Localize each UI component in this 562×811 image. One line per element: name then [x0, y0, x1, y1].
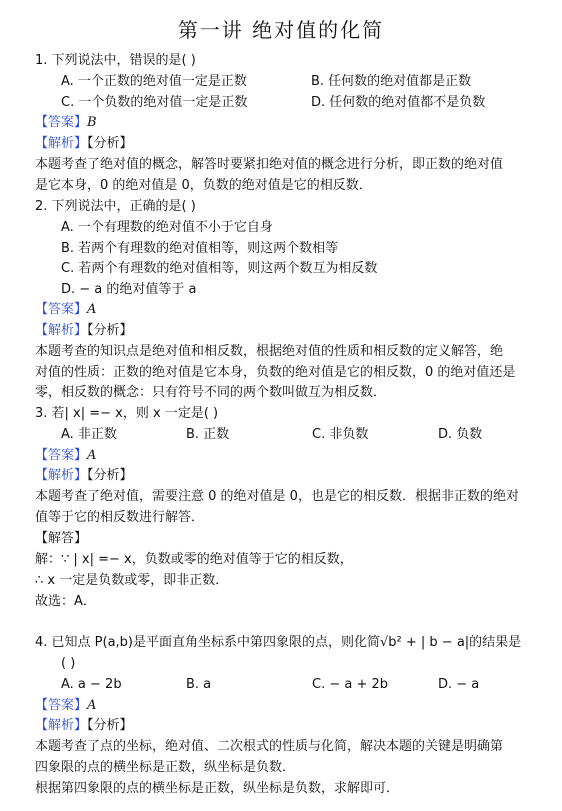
q2-option-c: C. 若两个有理数的绝对值相等，则这两个数互为相反数 — [61, 261, 378, 276]
jiexi-tag: 【解析】 — [35, 718, 88, 733]
q1-explain-1: 本题考查了绝对值的概念，解答时要紧扣绝对值的概念进行分析，即正数的绝对值 — [35, 157, 504, 172]
q4-paren: ( ) — [61, 656, 76, 671]
q3-analysis-head — [35, 466, 133, 486]
q3-option-c: C. 非负数 — [312, 427, 369, 442]
jiexi-tag: 【解析】 — [35, 136, 88, 151]
q3-solution-2: ∴ x 一定是负数或零，即非正数． — [35, 573, 229, 588]
answer-tag: 【答案】 — [35, 698, 88, 713]
q4-answer — [35, 696, 96, 716]
q1-analysis-head — [35, 134, 133, 154]
fenxi-label: 【分析】 — [87, 323, 133, 338]
answer-value: A — [87, 302, 97, 317]
q4-option-c: C. − a + 2b — [312, 677, 389, 692]
answer-tag: 【答案】 — [35, 448, 88, 463]
q1-option-b: B. 任何数的绝对值都是正数 — [311, 74, 472, 89]
q3-option-d: D. 负数 — [438, 427, 483, 442]
answer-tag: 【答案】 — [35, 302, 88, 317]
q4-explain-1: 本题考查了点的坐标，绝对值、二次根式的性质与化简，解决本题的关键是明确第 — [35, 739, 504, 754]
jiexi-tag: 【解析】 — [35, 323, 88, 338]
q2-option-d: D. − a 的绝对值等于 a — [61, 282, 197, 297]
q4-option-a: A. a − 2b — [61, 677, 122, 692]
q2-answer — [35, 300, 96, 320]
q4-analysis-head — [35, 716, 133, 736]
q4-explain-2: 四象限的点的横坐标是正数，纵坐标是负数． — [35, 760, 296, 775]
q3-option-b: B. 正数 — [186, 427, 230, 442]
q1-explain-2: 是它本身，0 的绝对值是 0，负数的绝对值是它的相反数． — [35, 178, 372, 193]
q1-option-a: A. 一个正数的绝对值一定是正数 — [61, 74, 247, 89]
q4-option-b: B. a — [186, 677, 212, 692]
q3-solution-1: 解：∵ | x| =− x，负数或零的绝对值等于它的相反数， — [35, 552, 353, 567]
q1-answer — [35, 113, 97, 133]
answer-value: A — [87, 448, 97, 463]
q1-stem: 1. 下列说法中，错误的是( ) — [35, 53, 196, 68]
fenxi-label: 【分析】 — [87, 136, 133, 151]
q1-option-d: D. 任何数的绝对值都不是负数 — [311, 95, 486, 110]
q2-analysis-head — [35, 321, 133, 341]
q3-option-a: A. 非正数 — [61, 427, 117, 442]
answer-tag: 【答案】 — [35, 115, 88, 130]
answer-value: B — [87, 115, 97, 130]
q3-solution-3: 故选：A． — [35, 594, 96, 609]
q4-stem: 4. 已知点 P(a,b)是平面直角坐标系中第四象限的点，则化简√b² + | b − a|的结果是 — [35, 635, 522, 650]
q2-explain-1: 本题考查的知识点是绝对值和相反数，根据绝对值的性质和相反数的定义解答，绝 — [35, 344, 504, 359]
q3-solution-head: 【解答】 — [35, 531, 88, 546]
q2-option-a: A. 一个有理数的绝对值不小于它自身 — [61, 220, 273, 235]
q2-explain-2: 对值的性质：正数的绝对值是它本身，负数的绝对值是它的相反数，0 的绝对值还是 — [35, 365, 516, 380]
page-title: 第一讲 绝对值的化简 — [177, 18, 385, 42]
q4-option-d: D. − a — [438, 677, 480, 692]
q2-explain-3: 零，相反数的概念：只有符号不同的两个数叫做互为相反数． — [35, 385, 387, 400]
q3-stem: 3. 若| x| =− x，则 x 一定是( ) — [35, 406, 219, 421]
q4-explain-3: 根据第四象限的点的横坐标是正数，纵坐标是负数，求解即可． — [35, 781, 400, 796]
q1-option-c: C. 一个负数的绝对值一定是正数 — [61, 95, 248, 110]
fenxi-label: 【分析】 — [87, 718, 133, 733]
q3-explain-2: 值等于它的相反数进行解答． — [35, 510, 205, 525]
answer-value: A — [87, 698, 97, 713]
q2-stem: 2. 下列说法中，正确的是( ) — [35, 199, 196, 214]
q3-explain-1: 本题考查了绝对值，需要注意 0 的绝对值是 0，也是它的相反数．根据非正数的绝对 — [35, 489, 519, 504]
fenxi-label: 【分析】 — [87, 468, 133, 483]
q3-answer — [35, 446, 96, 466]
jiexi-tag: 【解析】 — [35, 468, 88, 483]
q2-option-b: B. 若两个有理数的绝对值相等，则这两个数相等 — [61, 241, 339, 256]
